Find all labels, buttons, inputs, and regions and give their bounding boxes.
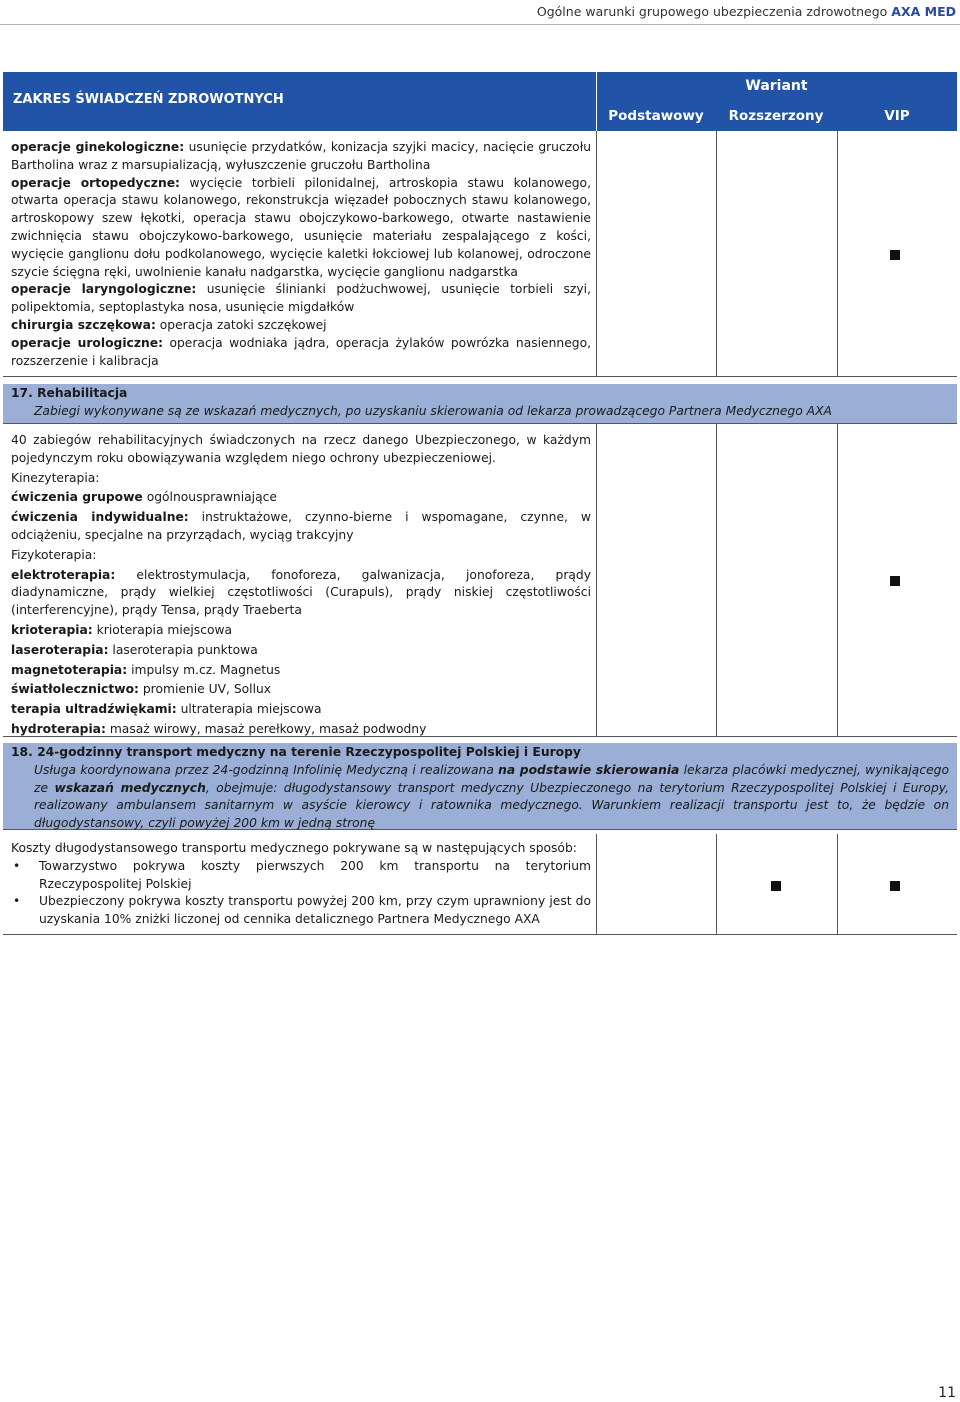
- fizykoterapia-heading: Fizykoterapia:: [11, 547, 97, 562]
- rehabilitation-text: [11, 432, 591, 739]
- kinezyterapia-heading: Kinezyterapia:: [11, 470, 100, 485]
- running-header: [537, 4, 956, 19]
- list-item: chirurgia szczękowa: operacja zatoki szczękowej: [11, 317, 327, 332]
- list-item: operacje ortopedyczne: wycięcie torbieli pilonidalnej, artroskopia stawu kolanowego, otwarta operacja stawu kolanowego, rekonstrukcja więzadeł pobocznych stawu kolanowego, artroskopowy szew łękotki, operacja stawu obojczykowo-barkowego, otwarte nastawienie zwichnięcia stawu obojczykowo-barkowego, usunięcie materiału zespalającego z kości, wycięcie ganglionu dołu podkolanowego, wycięcie kaletki łokciowej lub kolanowej, odroczone szycie ścięgna ręki, uwolnienie kanału nadgarstka, wycięcie ganglionu nadgarstka: [11, 175, 591, 279]
- list-item: światłolecznictwo: promienie UV, Sollux: [11, 682, 272, 697]
- vip-included-mark: [890, 576, 900, 586]
- brand-name: AXA MED: [891, 4, 956, 19]
- column-divider: [716, 834, 717, 934]
- column-divider: [837, 423, 838, 736]
- section-18-title: 18. 24-godzinny transport medyczny na terenie Rzeczypospolitej Polskiej i Europy: [11, 745, 581, 759]
- list-item: • Ubezpieczony pokrywa koszty transportu powyżej 200 km, przy czym uprawniony jest do uzyskania 10% zniżki liczonej od cennika detalicznego Partnera Medycznego AXA: [11, 893, 591, 929]
- page-number: 11: [938, 1385, 956, 1401]
- table-header: [3, 72, 957, 131]
- transport-intro: Koszty długodystansowego transportu medycznego pokrywane są w następujących sposób:: [11, 841, 577, 855]
- section-18-subtitle: Usługa koordynowana przez 24-godzinną Infolinię Medyczną i realizowana na podstawie skierowania lekarza placówki medycznej, wynikającego ze wskazań medycznych, obejmuje: długodystansowy transport medyczny Ubezpieczonego na terytorium Rzeczypospolitej Polskiej i Europy, realizowany ambulansem sanitarnym w asyście kierowcy i ratownika medycznego. Warunkiem realizacji transportu jest to, że będzie on długodystansowy, czyli powyżej 200 km w jedną stronę: [34, 762, 949, 831]
- column-rozszerzony: Rozszerzony: [728, 108, 824, 124]
- list-item: krioterapia: krioterapia miejscowa: [11, 622, 233, 637]
- table-row-operations: [3, 131, 957, 377]
- column-podstawowy: Podstawowy: [608, 108, 704, 124]
- transport-text: [11, 840, 591, 929]
- vip-included-mark: [890, 881, 900, 891]
- list-item: terapia ultradźwiękami: ultraterapia miejscowa: [11, 702, 322, 717]
- table-row-rehabilitation: [3, 423, 957, 737]
- list-item: elektroterapia: elektrostymulacja, fonoforeza, galwanizacja, jonoforeza, prądy diadynamiczne, prądy wielkiej częstotliwości (Curapuls), prądy niskiej częstotliwości (interferencyjne), prądy Tensa, prądy Traeberta: [11, 567, 591, 618]
- rehab-intro: 40 zabiegów rehabilitacyjnych świadczonych na rzecz danego Ubezpieczonego, w każdym pojedynczym roku obowiązywania względem niego ochrony ubezpieczeniowej.: [11, 433, 591, 465]
- list-item: ćwiczenia grupowe ogólnousprawniające: [11, 490, 277, 505]
- column-divider: [716, 131, 717, 376]
- column-divider: [596, 834, 597, 934]
- list-item: • Towarzystwo pokrywa koszty pierwszych 200 km transportu na terytorium Rzeczypospolitej Polskiej: [11, 858, 591, 894]
- scope-heading: ZAKRES ŚWIADCZEŃ ZDROWOTNYCH: [13, 92, 284, 107]
- column-divider: [837, 131, 838, 376]
- operations-text: [11, 139, 591, 370]
- column-divider: [596, 131, 597, 376]
- column-divider: [596, 423, 597, 736]
- section-17-header: [3, 384, 957, 424]
- list-item: operacje ginekologiczne: usunięcie przydatków, konizacja szyjki macicy, nacięcie gruczołu Bartholina wraz z marsupializacją, wyłuszczenie gruczołu Bartholina: [11, 140, 591, 172]
- column-divider: [837, 834, 838, 934]
- list-item: operacje urologiczne: operacja wodniaka jądra, operacja żylaków powrózka nasiennego, rozszerzenie i kalibracja: [11, 335, 592, 368]
- column-divider: [716, 423, 717, 736]
- section-17-subtitle: Zabiegi wykonywane są ze wskazań medycznych, po uzyskaniu skierowania od lekarza prowadzącego Partnera Medycznego AXA: [34, 403, 832, 418]
- vip-included-mark: [890, 250, 900, 260]
- section-17-title: 17. Rehabilitacja: [11, 386, 128, 400]
- list-item: hydroterapia: masaż wirowy, masaż perełkowy, masaż podwodny: [11, 721, 427, 736]
- list-item: operacje laryngologiczne: usunięcie ślinianki podżuchwowej, usunięcie torbieli szyi, polipektomia, septoplastyka nosa, usunięcie migdałków: [11, 282, 591, 315]
- list-item: magnetoterapia: impulsy m.cz. Magnetus: [11, 662, 281, 677]
- section-18-header: [3, 743, 957, 830]
- rozszerzony-included-mark: [771, 881, 781, 891]
- document-title: Ogólne warunki grupowego ubezpieczenia zdrowotnego: [536, 4, 888, 19]
- list-item: laseroterapia: laseroterapia punktowa: [11, 642, 258, 657]
- column-vip: VIP: [884, 108, 910, 124]
- variant-heading: Wariant: [745, 78, 808, 94]
- transport-bullets: [11, 858, 591, 929]
- table-row-transport: [3, 834, 957, 935]
- list-item: ćwiczenia indywidualne: instruktażowe, czynno-bierne i wspomagane, czynne, w odciążeniu, specjalne na przyrządach, wyciąg trakcyjny: [11, 510, 591, 542]
- header-rule: [0, 24, 960, 25]
